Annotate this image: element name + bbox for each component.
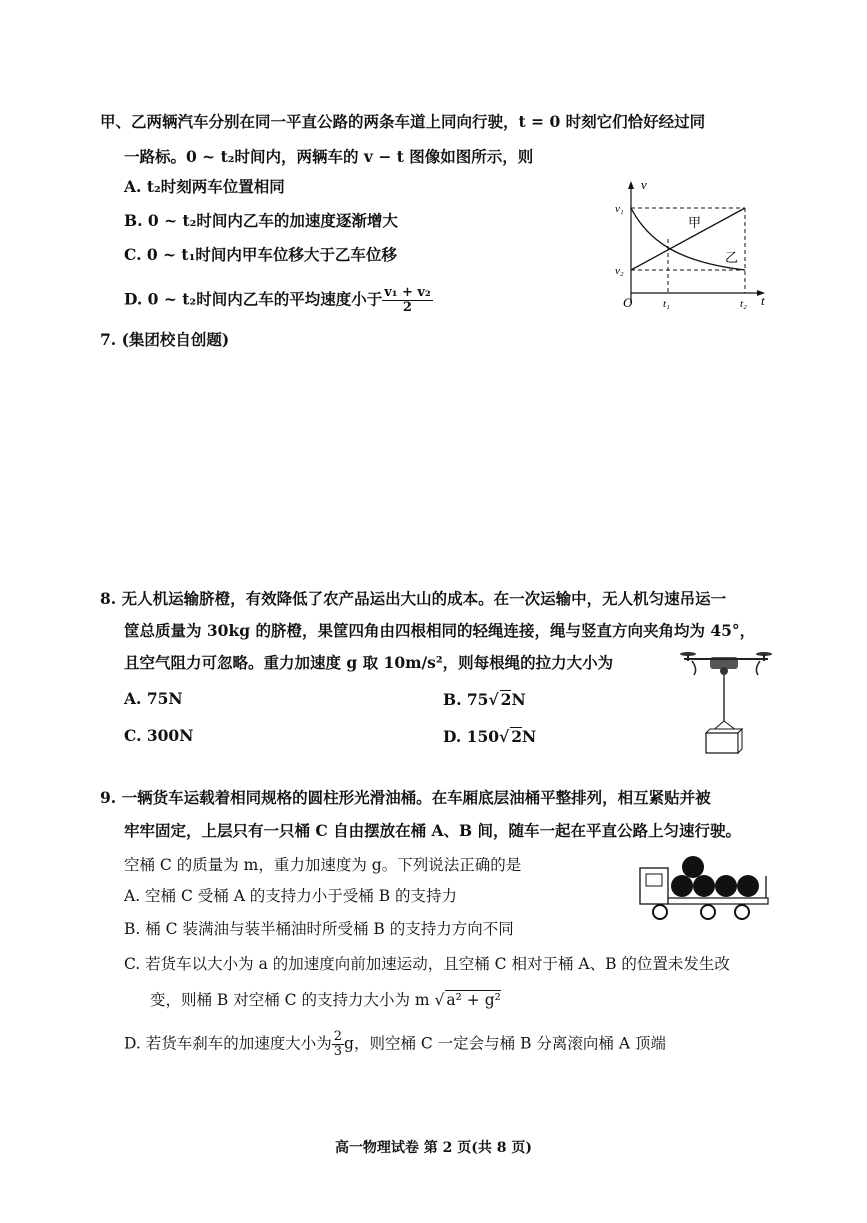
q7-heading: 7. (集团校自创题) [100,330,230,349]
q9-stem-line1: 9. 一辆货车运载着相同规格的圆柱形光滑油桶。在车厢底层油桶平整排列，相互紧贴并被 [100,788,711,807]
q8-stem-line3: 且空气阻力可忽略。重力加速度 g 取 10m/s²，则每根绳的拉力大小为 [124,653,614,672]
q9-option-d [124,1030,666,1059]
fraction-numerator: v₁ + v₂ [384,285,431,300]
oil-barrels [671,856,759,897]
fraction-numerator: 2 [333,1029,343,1044]
barrel-lower-4 [737,875,759,897]
barrel-c [682,856,704,878]
q9-option-b: B. 桶 C 装满油与装半桶油时所受桶 B 的支持力方向不同 [124,920,514,938]
q6-option-d-fraction [382,286,432,315]
jia-label: 甲 [688,215,702,230]
q9-option-d-prefix: D. 若货车刹车的加速度大小为 [124,1034,332,1053]
q8-stem-line1: 8. 无人机运输脐橙，有效降低了农产品运出大山的成本。在一次运输中，无人机匀速吊运一 [100,589,727,608]
q6-option-c: C. 0 ~ t₁时间内甲车位移大于乙车位移 [124,245,397,264]
t2-label: t₂ [740,298,747,310]
q6-stem-line2: 一路标。0 ~ t₂时间内，两辆车的 v − t 图像如图所示，则 [124,147,534,166]
v-axis-label: v [641,177,647,192]
q8-option-d-radicand: 2 [511,727,523,746]
q9-truck-figure [638,846,773,922]
v1-label: v₁ [615,203,624,215]
q9-stem-line2: 牢牢固定，上层只有一只桶 C 自由摆放在桶 A、B 间，随车一起在平直公路上匀速行驶。 [124,821,742,840]
fraction-denominator: 2 [402,300,412,315]
q6-option-d [124,286,433,315]
origin-label: O [623,295,633,310]
q8-option-b-prefix: B. 75 [443,690,489,709]
q8-option-b-suffix: N [511,690,526,709]
q6-option-d-text: D. 0 ~ t₂时间内乙车的平均速度小于 [124,289,383,309]
q6-stem-line1: 甲、乙两辆汽车分别在同一平直公路的两条车道上同向行驶，t = 0 时刻它们恰好经过同 [100,112,706,131]
q6-vt-graph [605,175,775,315]
q9-option-c-radicand: a² + g² [446,991,501,1009]
q9-option-c-prefix: 变，则桶 B 对空桶 C 的支持力大小为 m [150,991,435,1009]
basket-icon [706,729,742,753]
q9-option-a: A. 空桶 C 受桶 A 的支持力小于受桶 B 的支持力 [124,887,458,905]
q8-option-c: C. 300N [124,726,194,745]
t-axis-label: t [761,293,765,308]
q8-option-d-prefix: D. 150 [443,727,500,746]
page-footer: 高一物理试卷 第 2 页(共 8 页) [334,1140,533,1156]
drone-icon [680,652,772,675]
barrel-lower-3 [715,875,737,897]
q8-option-a: A. 75N [124,689,183,708]
q8-stem-line2: 筐总质量为 30kg 的脐橙，果筐四角由四根相同的轻绳连接，绳与竖直方向夹角均为 45°， [124,621,756,640]
q9-option-d-suffix: g，则空桶 C 一定会与桶 B 分离滚向桶 A 顶端 [344,1034,666,1053]
barrel-a [671,875,693,897]
q8-option-b-radicand: 2 [500,690,512,709]
q9-stem-line3: 空桶 C 的质量为 m，重力加速度为 g。下列说法正确的是 [124,856,522,874]
v-axis-arrow [628,181,634,189]
q8-option-b: B. 75√ 2N [443,690,526,709]
q8-option-d: D. 150√ 2N [443,727,537,746]
q6-option-b: B. 0 ~ t₂时间内乙车的加速度逐渐增大 [124,211,398,230]
q6-option-a: A. t₂时刻两车位置相同 [124,177,285,196]
q9-option-c-line2: 变，则桶 B 对空桶 C 的支持力大小为 m √ a² + g² [150,991,501,1009]
q9-option-c-line1: C. 若货车以大小为 a 的加速度向前加速运动，且空桶 C 相对于桶 A、B 的位置未发生改 [124,955,730,973]
barrel-b [693,875,715,897]
q8-drone-figure [680,645,772,757]
t1-label: t₁ [663,298,670,310]
q9-option-d-fraction [332,1030,344,1059]
v2-label: v₂ [615,265,624,277]
q8-option-d-suffix: N [522,727,537,746]
yi-label: 乙 [725,250,739,265]
fraction-denominator: 3 [333,1044,343,1059]
